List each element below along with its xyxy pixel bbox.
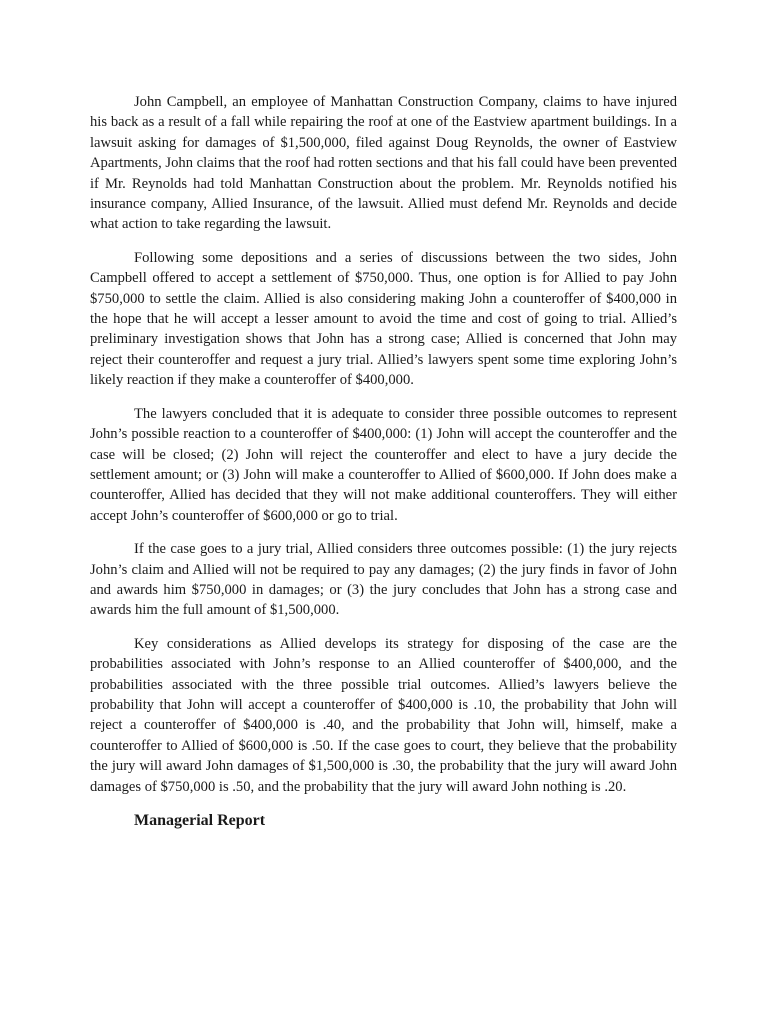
paragraph-3: The lawyers concluded that it is adequate to consider three possible outcomes to represent John’s possible reaction to a counteroffer of $400,000: (1) John will accept the counteroffer and the case will be closed; (2) John will reject the counteroffer and elect to have a jury decide the settlement amount; or (3) John will make a counteroffer to Allied of $600,000. If John does make a counteroffer, Allied has decided that they will not make additional counteroffers. They will either accept John’s counteroffer of $600,000 or go to trial. <box>90 405 677 524</box>
paragraph-1: John Campbell, an employee of Manhattan Construction Company, claims to have injured his back as a result of a fall while repairing the roof at one of the Eastview apartment buildings. In a lawsuit asking for damages of $1,500,000, filed against Doug Reynolds, the owner of Eastview Apartments, John claims that the roof had rotten sections and that his fall could have been prevented if Mr. Reynolds had told Manhattan Construction about the problem. Mr. Reynolds notified his insurance company, Allied Insurance, of the lawsuit. Allied must defend Mr. Reynolds and decide what action to take regarding the lawsuit. <box>90 94 677 233</box>
paragraph-2: Following some depositions and a series of discussions between the two sides, John Campbell offered to accept a settlement of $750,000. Thus, one option is for Allied to pay John $750,000 to settle the claim. Allied is also considering making John a counteroffer of $400,000 in the hope that he will accept a lesser amount to avoid the time and cost of going to trial. Allied’s preliminary investigation shows that John has a strong case; Allied is concerned that John may reject their counteroffer and request a jury trial. Allied’s lawyers spent some time exploring John’s likely reaction if they make a counteroffer of $400,000. <box>90 249 677 389</box>
section-heading: Managerial Report <box>134 812 266 829</box>
document-page <box>90 92 677 831</box>
paragraph-4: If the case goes to a jury trial, Allied considers three outcomes possible: (1) the jury rejects John’s claim and Allied will not be required to pay any damages; (2) the jury finds in favor of John and awards him $750,000 in damages; or (3) the jury concludes that John has a strong case and awards him the full amount of $1,500,000. <box>90 541 677 619</box>
paragraph-5: Key considerations as Allied develops its strategy for disposing of the case are the probabilities associated with John’s response to an Allied counteroffer of $400,000, and the probabilities associated with the three possible trial outcomes. Allied’s lawyers believe the probability that John will accept a counteroffer of $400,000 is .10, the probability that John will reject a counteroffer of $400,000 is .40, and the probability that John will, himself, make a counteroffer to Allied of $600,000 is .50. If the case goes to court, they believe that the probability the jury will award John damages of $1,500,000 is .30, the probability that the jury will award John damages of $750,000 is .50, and the probability that the jury will award John nothing is .20. <box>90 635 677 795</box>
